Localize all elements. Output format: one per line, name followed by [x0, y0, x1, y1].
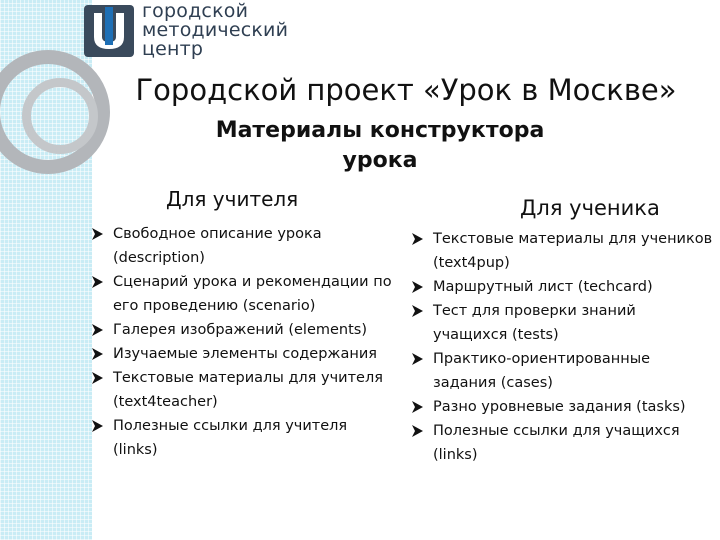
list-item: [410, 299, 714, 347]
list-item-text: Сценарий урока и рекомендации по его проведению (scenario): [113, 274, 392, 314]
arrowhead-bullet-icon: [410, 232, 424, 246]
list-item: [90, 270, 396, 318]
student-materials-list: [410, 227, 714, 467]
list-item-text: Текстовые материалы для учеников (text4pup): [433, 231, 713, 271]
list-item: [90, 222, 396, 270]
page-subtitle: Материалы конструктора урока: [215, 118, 545, 173]
list-item-text: Галерея изображений (elements): [113, 322, 367, 338]
arrowhead-bullet-icon: [410, 424, 424, 438]
arrowhead-bullet-icon: [410, 304, 424, 318]
arrowhead-bullet-icon: [90, 227, 104, 241]
list-item: [410, 275, 714, 299]
logo-line: городской: [142, 0, 249, 22]
arrowhead-bullet-icon: [90, 323, 104, 337]
teacher-materials-list: [90, 222, 396, 462]
list-item-text: Свободное описание урока (description): [113, 226, 322, 266]
logo-line: методический: [142, 19, 289, 41]
arrowhead-bullet-icon: [90, 347, 104, 361]
list-item-text: Полезные ссылки для учащихся (links): [433, 423, 680, 463]
list-item-text: Практико-ориентированные задания (cases): [433, 351, 651, 391]
list-item: [90, 318, 396, 342]
teacher-column-heading: Для учителя: [166, 187, 299, 211]
list-item-text: Разно уровневые задания (tasks): [433, 399, 686, 415]
arrowhead-bullet-icon: [90, 275, 104, 289]
list-item: [410, 395, 714, 419]
arrowhead-bullet-icon: [410, 280, 424, 294]
list-item-text: Тест для проверки знаний учащихся (tests): [433, 303, 636, 343]
arrowhead-bullet-icon: [90, 371, 104, 385]
decorative-ring-small: [22, 78, 98, 154]
list-item-text: Текстовые материалы для учителя (text4teacher): [113, 370, 383, 410]
list-item-text: Полезные ссылки для учителя (links): [113, 418, 348, 458]
logo-text: [142, 2, 288, 59]
arrowhead-bullet-icon: [410, 352, 424, 366]
list-item: [410, 419, 714, 467]
arrowhead-bullet-icon: [410, 400, 424, 414]
list-item: [90, 342, 396, 366]
arrowhead-bullet-icon: [90, 419, 104, 433]
list-item: [90, 414, 396, 462]
page-title: Городской проект «Урок в Москве»: [135, 73, 677, 107]
list-item: [410, 227, 714, 275]
list-item: [90, 366, 396, 414]
list-item-text: Изучаемые элементы содержания: [113, 346, 377, 362]
logo-line: центр: [142, 38, 204, 60]
list-item: [410, 347, 714, 395]
logo-mark-icon: [80, 3, 138, 59]
student-column-heading: Для ученика: [520, 196, 660, 220]
list-item-text: Маршрутный лист (techcard): [433, 279, 653, 295]
logo: [80, 2, 288, 59]
